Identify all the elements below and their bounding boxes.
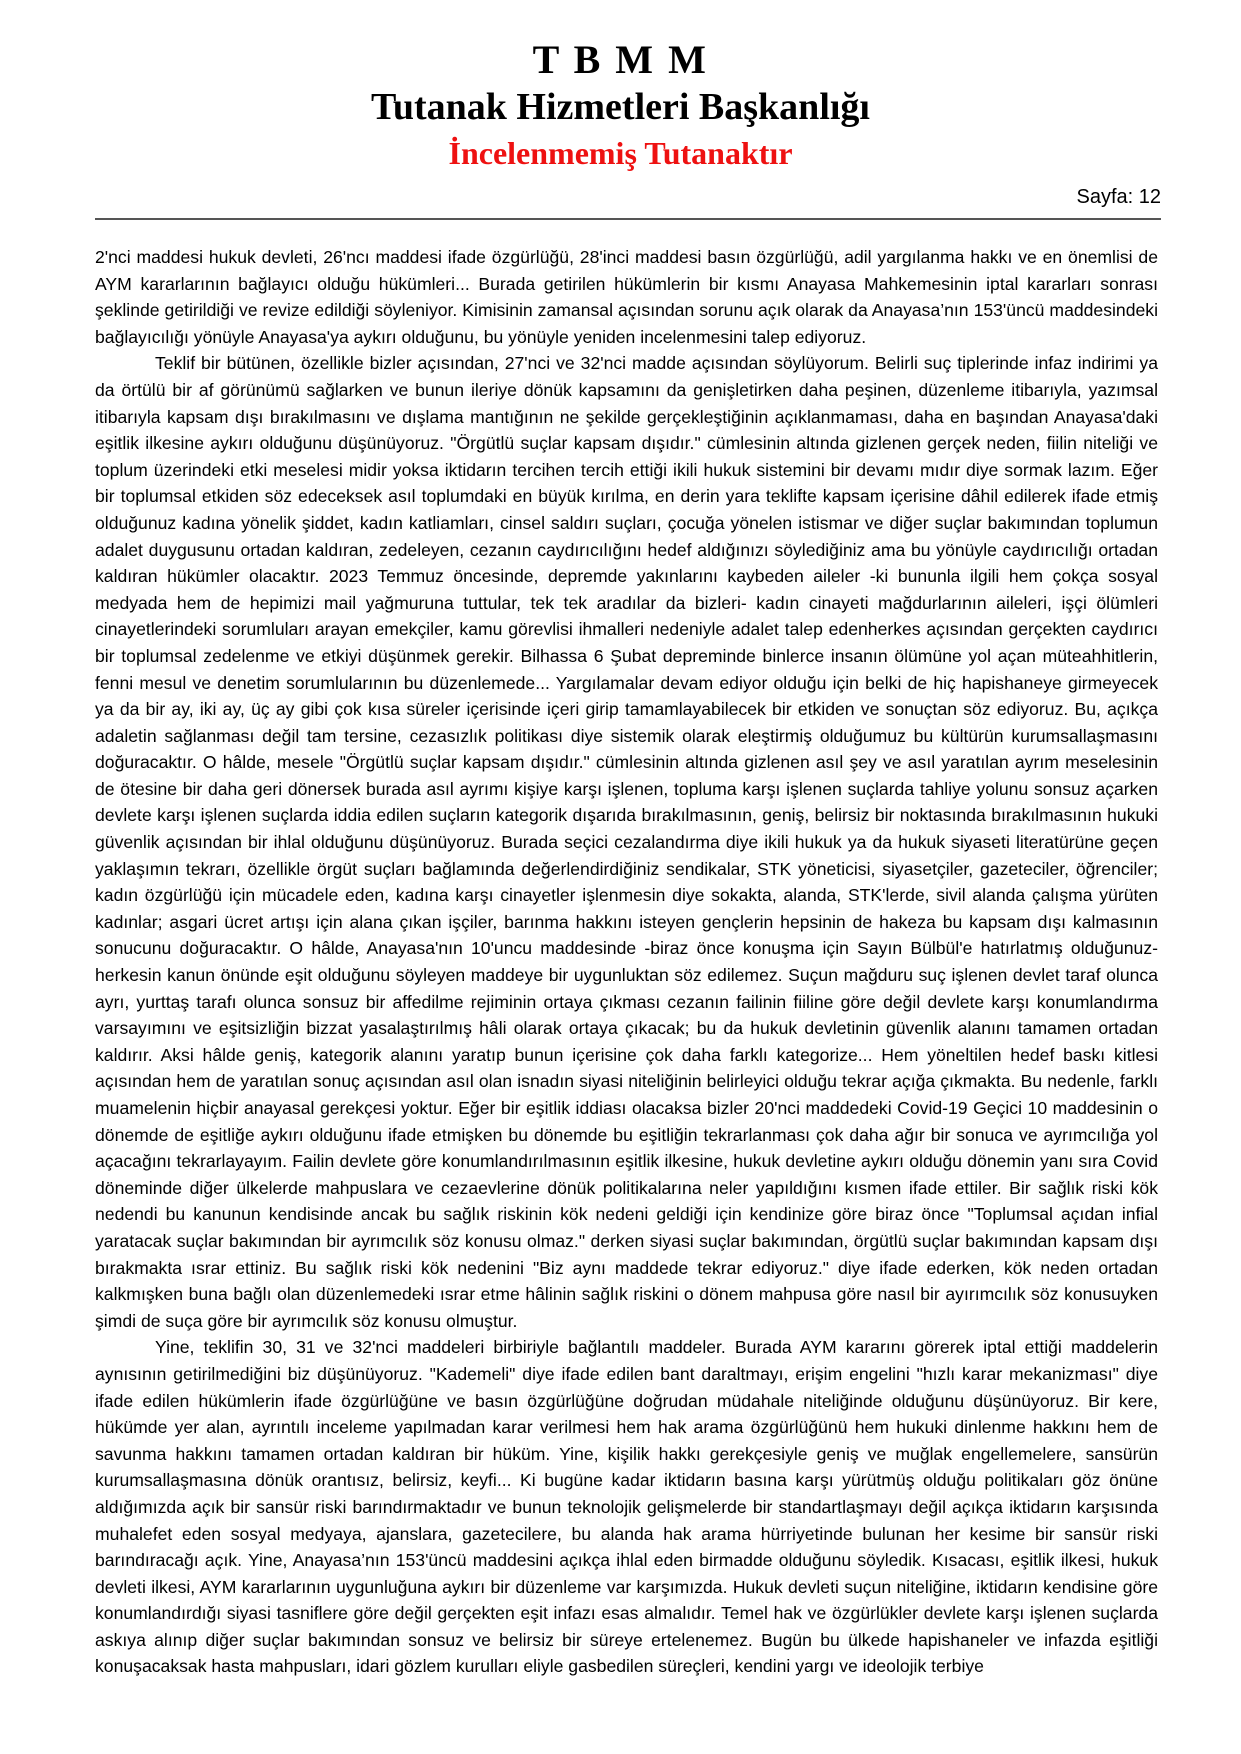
- paragraph: Yine, teklifin 30, 31 ve 32'nci maddeleri birbiriyle bağlantılı maddeler. Burada AYM kararını görerek iptal ettiği maddelerin aynısının getirilmediğini biz düşünüyoruz. "Kademeli" diye ifade edilen bant daraltmayı, erişim engelini "hızlı karar mekanizması" diye ifade edilen hükümlerin ifade özgürlüğüne ve basın özgürlüğüne doğrudan müdahale niteliğinde olduğunu düşünüyoruz. Bir kere, hükümde yer alan, ayrıntılı inceleme yapılmadan karar verilmesi hem hak arama özgürlüğünü hem hukuki dinlenme hakkını hem de savunma hakkını tamamen ortadan kaldıran bir hüküm. Yine, kişilik hakkı gerekçesiyle geniş ve muğlak engellemelere, sansürün kurumsallaşmasına dönük orantısız, belirsiz, keyfi... Ki bugüne kadar iktidarın basına karşı yürütmüş olduğu politikaları göz önüne aldığımızda açık bir sansür riski barındırmaktadır ve bunun teknolojik gelişmelerde bir standartlaşmayı değil açıkça iktidarın karşısında muhalefet eden sosyal medyaya, ajanslara, gazetecilere, bu alanda hak arama hürriyetinde bulunan her kesime bir sansür riski barındıracağı açık. Yine, Anayasa’nın 153'üncü maddesini açıkça ihlal eden birmadde olduğunu söyledik. Kısacası, eşitlik ilkesi, hukuk devleti ilkesi, AYM kararlarının uygunluğuna aykırı bir düzenleme var karşımızda. Hukuk devleti suçun niteliğine, iktidarın kendisine göre konumlandırdığı siyasi tasniflere göre değil gerçekten eşit infazı esas almalıdır. Temel hak ve özgürlükler devlete karşı işlenen suçlarda askıya alınıp diğer suçlar bakımından sonsuz ve belirsiz bir süreye ertelenemez. Bugün bu ülkede hapishaneler ve infazda eşitliği konuşacaksak hasta mahpusları, idari gözlem kurulları eliyle gasbedilen süreçleri, kendini yargı ve ideolojik terbiye: [95, 1337, 1158, 1677]
- department-title: Tutanak Hizmetleri Başkanlığı: [371, 85, 870, 128]
- status-notice: İncelenmemiş Tutanaktır: [448, 134, 793, 171]
- page-header: [0, 0, 1241, 172]
- page-number-row: [0, 186, 1241, 209]
- organization-abbreviation: T B M M: [532, 37, 709, 82]
- page-number-label: Sayfa: 12: [1076, 186, 1161, 209]
- transcript-body: [95, 220, 1158, 1680]
- paragraph: Teklif bir bütünen, özellikle bizler açısından, 27'nci ve 32'nci madde açısından söylüyorum. Belirli suç tiplerinde infaz indirimi ya da örtülü bir af görünümü sağlarken ve bunun ileriye dönük kapsamını da genişletirken daha peşinen, düzenleme itibarıyla, yazımsal itibarıyla kapsam dışı bırakılmasını ve dışlama mantığının ne şekilde gerçekleştiğinin açıklanmaması, daha en başından Anayasa'daki eşitlik ilkesine aykırı olduğunu düşünüyoruz. "Örgütlü suçlar kapsam dışıdır." cümlesinin altında gizlenen gerçek neden, fiilin niteliği ve toplum üzerindeki etki meselesi midir yoksa iktidarın tercihen tercih ettiği ikili hukuk sistemini bir devamı mıdır diye sormak lazım. Eğer bir toplumsal etkiden söz edeceksek asıl toplumdaki en büyük kırılma, en derin yara teklifte kapsam içerisine dâhil edilerek ifade etmiş olduğunuz kadına yönelik şiddet, kadın katliamları, cinsel saldırı suçları, çocuğa yönelen istismar ve diğer suçlar bakımından toplumun adalet duygusunu ortadan kaldıran, zedeleyen, cezanın caydırıcılığını hedef aldığınızı söylediğiniz ama bu yönüyle caydırıcılığı ortadan kaldıran hükümler olacaktır. 2023 Temmuz öncesinde, depremde yakınlarını kaybeden aileler -ki bununla ilgili hem çokça sosyal medyada hem de hepimizi mail yağmuruna tuttular, tek tek aradılar da bizleri- kadın cinayeti mağdurlarının aileleri, işçi ölümleri cinayetlerindeki sorumluları arayan emekçiler, kamu görevlisi ihmalleri nedeniyle adalet talep edenherkes açısından gerçekten caydırıcı bir toplumsal zedelenme ve etkiyi düşünmek gerekir. Bilhassa 6 Şubat depreminde binlerce insanın ölümüne yol açan müteahhitlerin, fenni mesul ve denetim sorumlularının bu düzenlemede... Yargılamalar devam ediyor olduğu için belki de hiç hapishaneye girmeyecek ya da bir ay, iki ay, üç ay gibi çok kısa süreler içerisinde içeri girip tamamlayabilecek bir etkiden ve sonuçtan söz ediyoruz. Bu, açıkça adaletin sağlanması değil tam tersine, cezasızlık politikası diye sistemik olarak eleştirmiş olduğumuz bu kültürün kurumsallaşmasını doğuracaktır. O hâlde, mesele "Örgütlü suçlar kapsam dışıdır." cümlesinin altında gizlenen asıl şey ve asıl yaratılan ayrım meselesinin de ötesine bir daha geri dönersek burada asıl ayrımı kişiye karşı işlenen, topluma karşı işlenen suçlarda tahliye yolunu sonsuz açarken devlete karşı işlenen suçlarda iddia edilen suçların kategorik dışarıda bırakılmasının, geniş, belirsiz bir noktasında bırakılmasının hukuki güvenlik açısından bir ihlal olduğunu düşünüyoruz. Burada seçici cezalandırma diye ikili hukuk ya da hukuk siyaseti literatürüne geçen yaklaşımın tekrarı, özellikle örgüt suçları bağlamında değerlendirdiğiniz sendikalar, STK yöneticisi, siyasetçiler, gazeteciler, öğrenciler; kadın özgürlüğü için mücadele eden, kadına karşı cinayetler işlenmesin diye sokakta, alanda, STK'lerde, sivil alanda çalışma yürüten kadınlar; asgari ücret artışı için alana çıkan işçiler, barınma hakkını isteyen gençlerin hepsinin de hakeza bu kapsam dışı kalmasının sonucunu doğuracaktır. O hâlde, Anayasa'nın 10'uncu maddesinde -biraz önce konuşma için Sayın Bülbül'e hatırlatmış olduğunuz- herkesin kanun önünde eşit olduğunu söyleyen maddeye bir uygunluktan söz edilemez. Suçun mağduru suç işlenen devlet taraf olunca ayrı, yurttaş tarafı olunca sonsuz bir affedilme rejiminin ortaya çıkması cezanın failinin fiiline göre değil devlete karşı konumlandırma varsayımını ve eşitsizliğin bizzat yasalaştırılmış hâli olarak ortaya çıkacak; bu da hukuk devletinin güvenlik alanını tamamen ortadan kaldırır. Aksi hâlde geniş, kategorik alanını yaratıp bunun içerisine çok daha farklı kategorize... Hem yöneltilen hedef baskı kitlesi açısından hem de yaratılan sonuç açısından asıl olan isnadın siyasi niteliğinin belirleyici olduğu tekrar açığa çıkmakta. Bu nedenle, farklı muamelenin hiçbir anayasal gerekçesi yoktur. Eğer bir eşitlik iddiası olacaksa bizler 20'nci maddedeki Covid-19 Geçici 10 maddesinin o dönemde de eşitliğe aykırı olduğunu ifade etmişken bu dönemde bu eşitliğin tekrarlanması çok daha ağır bir sonuca ve ayrımcılığa yol açacağını tekrarlayayım. Failin devlete göre konumlandırılmasının eşitlik ilkesine, hukuk devletine aykırı olduğu dönemin yanı sıra Covid döneminde diğer ülkelerde mahpuslara ve cezaevlerine dönük politikalarına neler yapıldığını kısmen ifade ettiler. Bir sağlık riski kök nedendi bu kanunun kendisinde ancak bu sağlık riskinin kök nedeni geldiği için kendinize göre biraz önce "Toplumsal açıdan infial yaratacak suçlar bakımından bir ayrımcılık söz konusu olmaz." derken siyasi suçlar bakımından, örgütlü suçlar bakımından kapsam dışı bırakmakta ısrar ettiniz. Bu sağlık riski kök nedenini "Biz aynı maddede tekrar ediyoruz." diye ifade ederken, kök neden ortadan kalkmışken buna bağlı olan düzenlemedeki ısrar etme hâlinin sağlık riskini o dönem mahpusa göre nasıl bir ayırımcılık söz konusuyken şimdi de suça göre bir ayrımcılık söz konusu olmuştur.: [95, 353, 1158, 1331]
- paragraph: 2'nci maddesi hukuk devleti, 26'ncı maddesi ifade özgürlüğü, 28'inci maddesi basın özgürlüğü, adil yargılanma hakkı ve en önemlisi de AYM kararlarının bağlayıcı olduğu hükümleri... Burada getirilen hükümlerin bir kısmı Anayasa Mahkemesinin iptal kararları sonrası şeklinde getirildiği ve revize edildiği söyleniyor. Kimisinin zamansal açısından sorunu açık olarak da Anayasa’nın 153'üncü maddesindeki bağlayıcılığı yönüyle Anayasa'ya aykırı olduğunu, bu yönüyle yeniden incelenmesini talep ediyoruz.: [95, 247, 1158, 347]
